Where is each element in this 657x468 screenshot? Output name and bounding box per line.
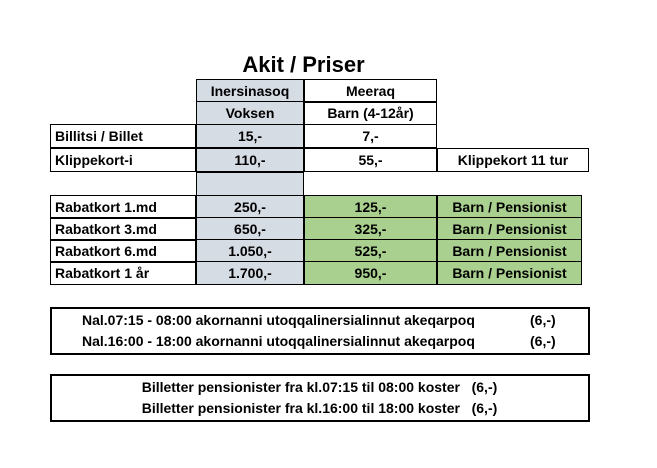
row-child-rabat-3md: 325,- xyxy=(304,217,437,241)
note-greenlandic-line2: Nal.16:00 - 18:00 akornanni utoqqalinersialinnut akeqarpoq xyxy=(82,333,475,349)
row-adult-billet: 15,- xyxy=(196,124,304,148)
row-label-billet: Billitsi / Billet xyxy=(50,124,196,148)
row-adult-rabat-6md: 1.050,- xyxy=(196,239,304,263)
note-greenlandic-price2: (6,-) xyxy=(530,333,556,349)
row-label-rabat-1md: Rabatkort 1.md xyxy=(50,195,196,219)
row-label-rabat-3md: Rabatkort 3.md xyxy=(50,217,196,241)
note-greenlandic xyxy=(50,307,590,355)
row-extra-rabat-3md: Barn / Pensionist xyxy=(437,217,582,241)
note-greenlandic-price1: (6,-) xyxy=(530,312,556,328)
header-child-bottom: Barn (4-12år) xyxy=(304,101,437,125)
row-adult-rabat-1aar: 1.700,- xyxy=(196,261,304,285)
row-child-billet: 7,- xyxy=(304,124,437,148)
spacer-cell xyxy=(196,172,304,196)
note-danish-line1: Billetter pensionister fra kl.07:15 til 08:00 koster (6,-) xyxy=(141,379,498,395)
row-label-rabat-6md: Rabatkort 6.md xyxy=(50,239,196,263)
header-adult-bottom: Voksen xyxy=(196,101,304,125)
page-title-text: Akit / Priser xyxy=(242,52,365,77)
row-adult-rabat-3md: 650,- xyxy=(196,217,304,241)
row-adult-klippekort: 110,- xyxy=(196,148,304,172)
row-extra-rabat-1aar: Barn / Pensionist xyxy=(437,261,582,285)
page-title xyxy=(0,52,657,78)
row-child-rabat-6md: 525,- xyxy=(304,239,437,263)
row-label-rabat-1aar: Rabatkort 1 år xyxy=(50,261,196,285)
row-child-rabat-1md: 125,- xyxy=(304,195,437,219)
row-child-rabat-1aar: 950,- xyxy=(304,261,437,285)
row-extra-rabat-6md: Barn / Pensionist xyxy=(437,239,582,263)
row-adult-rabat-1md: 250,- xyxy=(196,195,304,219)
note-danish-line2: Billetter pensionister fra kl.16:00 til 18:00 koster (6,-) xyxy=(141,400,498,416)
row-label-klippekort: Klippekort-i xyxy=(50,148,196,172)
row-extra-klippekort: Klippekort 11 tur xyxy=(437,148,589,172)
note-danish xyxy=(50,374,590,422)
row-extra-rabat-1md: Barn / Pensionist xyxy=(437,195,582,219)
header-child-top: Meeraq xyxy=(304,79,437,103)
row-child-klippekort: 55,- xyxy=(304,148,437,172)
header-adult-top: Inersinasoq xyxy=(196,79,304,103)
note-greenlandic-line1: Nal.07:15 - 08:00 akornanni utoqqalinersialinnut akeqarpoq xyxy=(82,312,475,328)
